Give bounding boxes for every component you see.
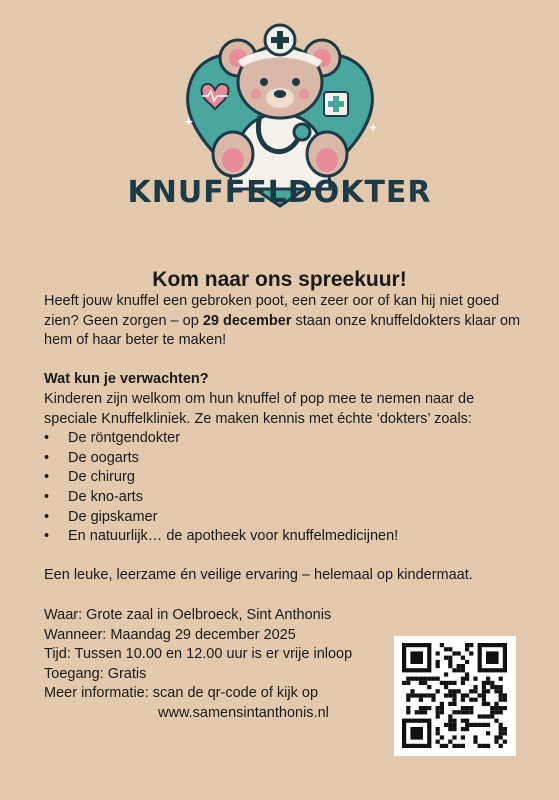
bullet: •: [44, 449, 50, 466]
list-item: [44, 508, 524, 528]
list-item-label: De chirurg: [68, 469, 135, 486]
main-content: [44, 292, 524, 586]
expect-heading: Wat kun je verwachten?: [44, 371, 209, 388]
intro-text-after: staan onze knuffeldokters klaar om hem of haar beter te maken!: [44, 312, 521, 349]
list-item: [44, 429, 524, 449]
doctor-list: [44, 429, 524, 547]
list-item-label: De gipskamer: [68, 508, 158, 525]
intro-paragraph: [44, 292, 524, 351]
svg-text:✦: ✦: [368, 121, 379, 135]
list-item-label: De oogarts: [68, 449, 139, 466]
bullet: •: [44, 488, 50, 505]
list-item: [44, 488, 524, 508]
expect-text: Kinderen zijn welkom om hun knuffel of pop mee te nemen naar de speciale Knuffelkliniek. Ze maken kennis met échte ‘dokters’ zoals:: [44, 390, 475, 427]
list-item-label: De röntgendokter: [68, 430, 181, 447]
info-meer: Meer informatie: scan de qr-code of kijk op: [44, 685, 319, 702]
list-item-label: En natuurlijk… de apotheek voor knuffelmedicijnen!: [68, 528, 399, 545]
info-wanneer: Wanneer: Maandag 29 december 2025: [44, 626, 296, 643]
headline: Kom naar ons spreekuur!: [152, 268, 407, 291]
info-tijd: Tijd: Tussen 10.00 en 12.00 uur is er vrije inloop: [44, 646, 353, 663]
bullet: •: [44, 508, 50, 525]
info-waar: Waar: Grote zaal in Oelbroeck, Sint Anthonis: [44, 607, 332, 623]
intro-text-before: Heeft jouw knuffel een gebroken poot, een zeer oor of kan hij niet goed zien? Geen zorgen – op: [44, 293, 500, 329]
info-toegang: Toegang: Gratis: [44, 665, 147, 682]
bullet: •: [44, 469, 50, 486]
qr-code: [394, 636, 516, 756]
intro-date: 29 december: [202, 312, 292, 329]
list-item: [44, 527, 524, 547]
bullet: •: [44, 430, 50, 447]
brand-name: KNUFFELDOKTER: [127, 175, 432, 210]
closing-text: Een leuke, leerzame én veilige ervaring – helemaal op kindermaat.: [44, 567, 473, 584]
event-info: [44, 606, 352, 724]
list-item-label: De kno-arts: [68, 488, 143, 505]
website-link[interactable]: www.samensintanthonis.nl: [158, 704, 329, 721]
svg-text:✦: ✦: [184, 115, 195, 129]
list-item: [44, 468, 524, 488]
bullet: •: [44, 528, 50, 545]
list-item: [44, 449, 524, 469]
medical-cross-icon: [324, 92, 348, 116]
